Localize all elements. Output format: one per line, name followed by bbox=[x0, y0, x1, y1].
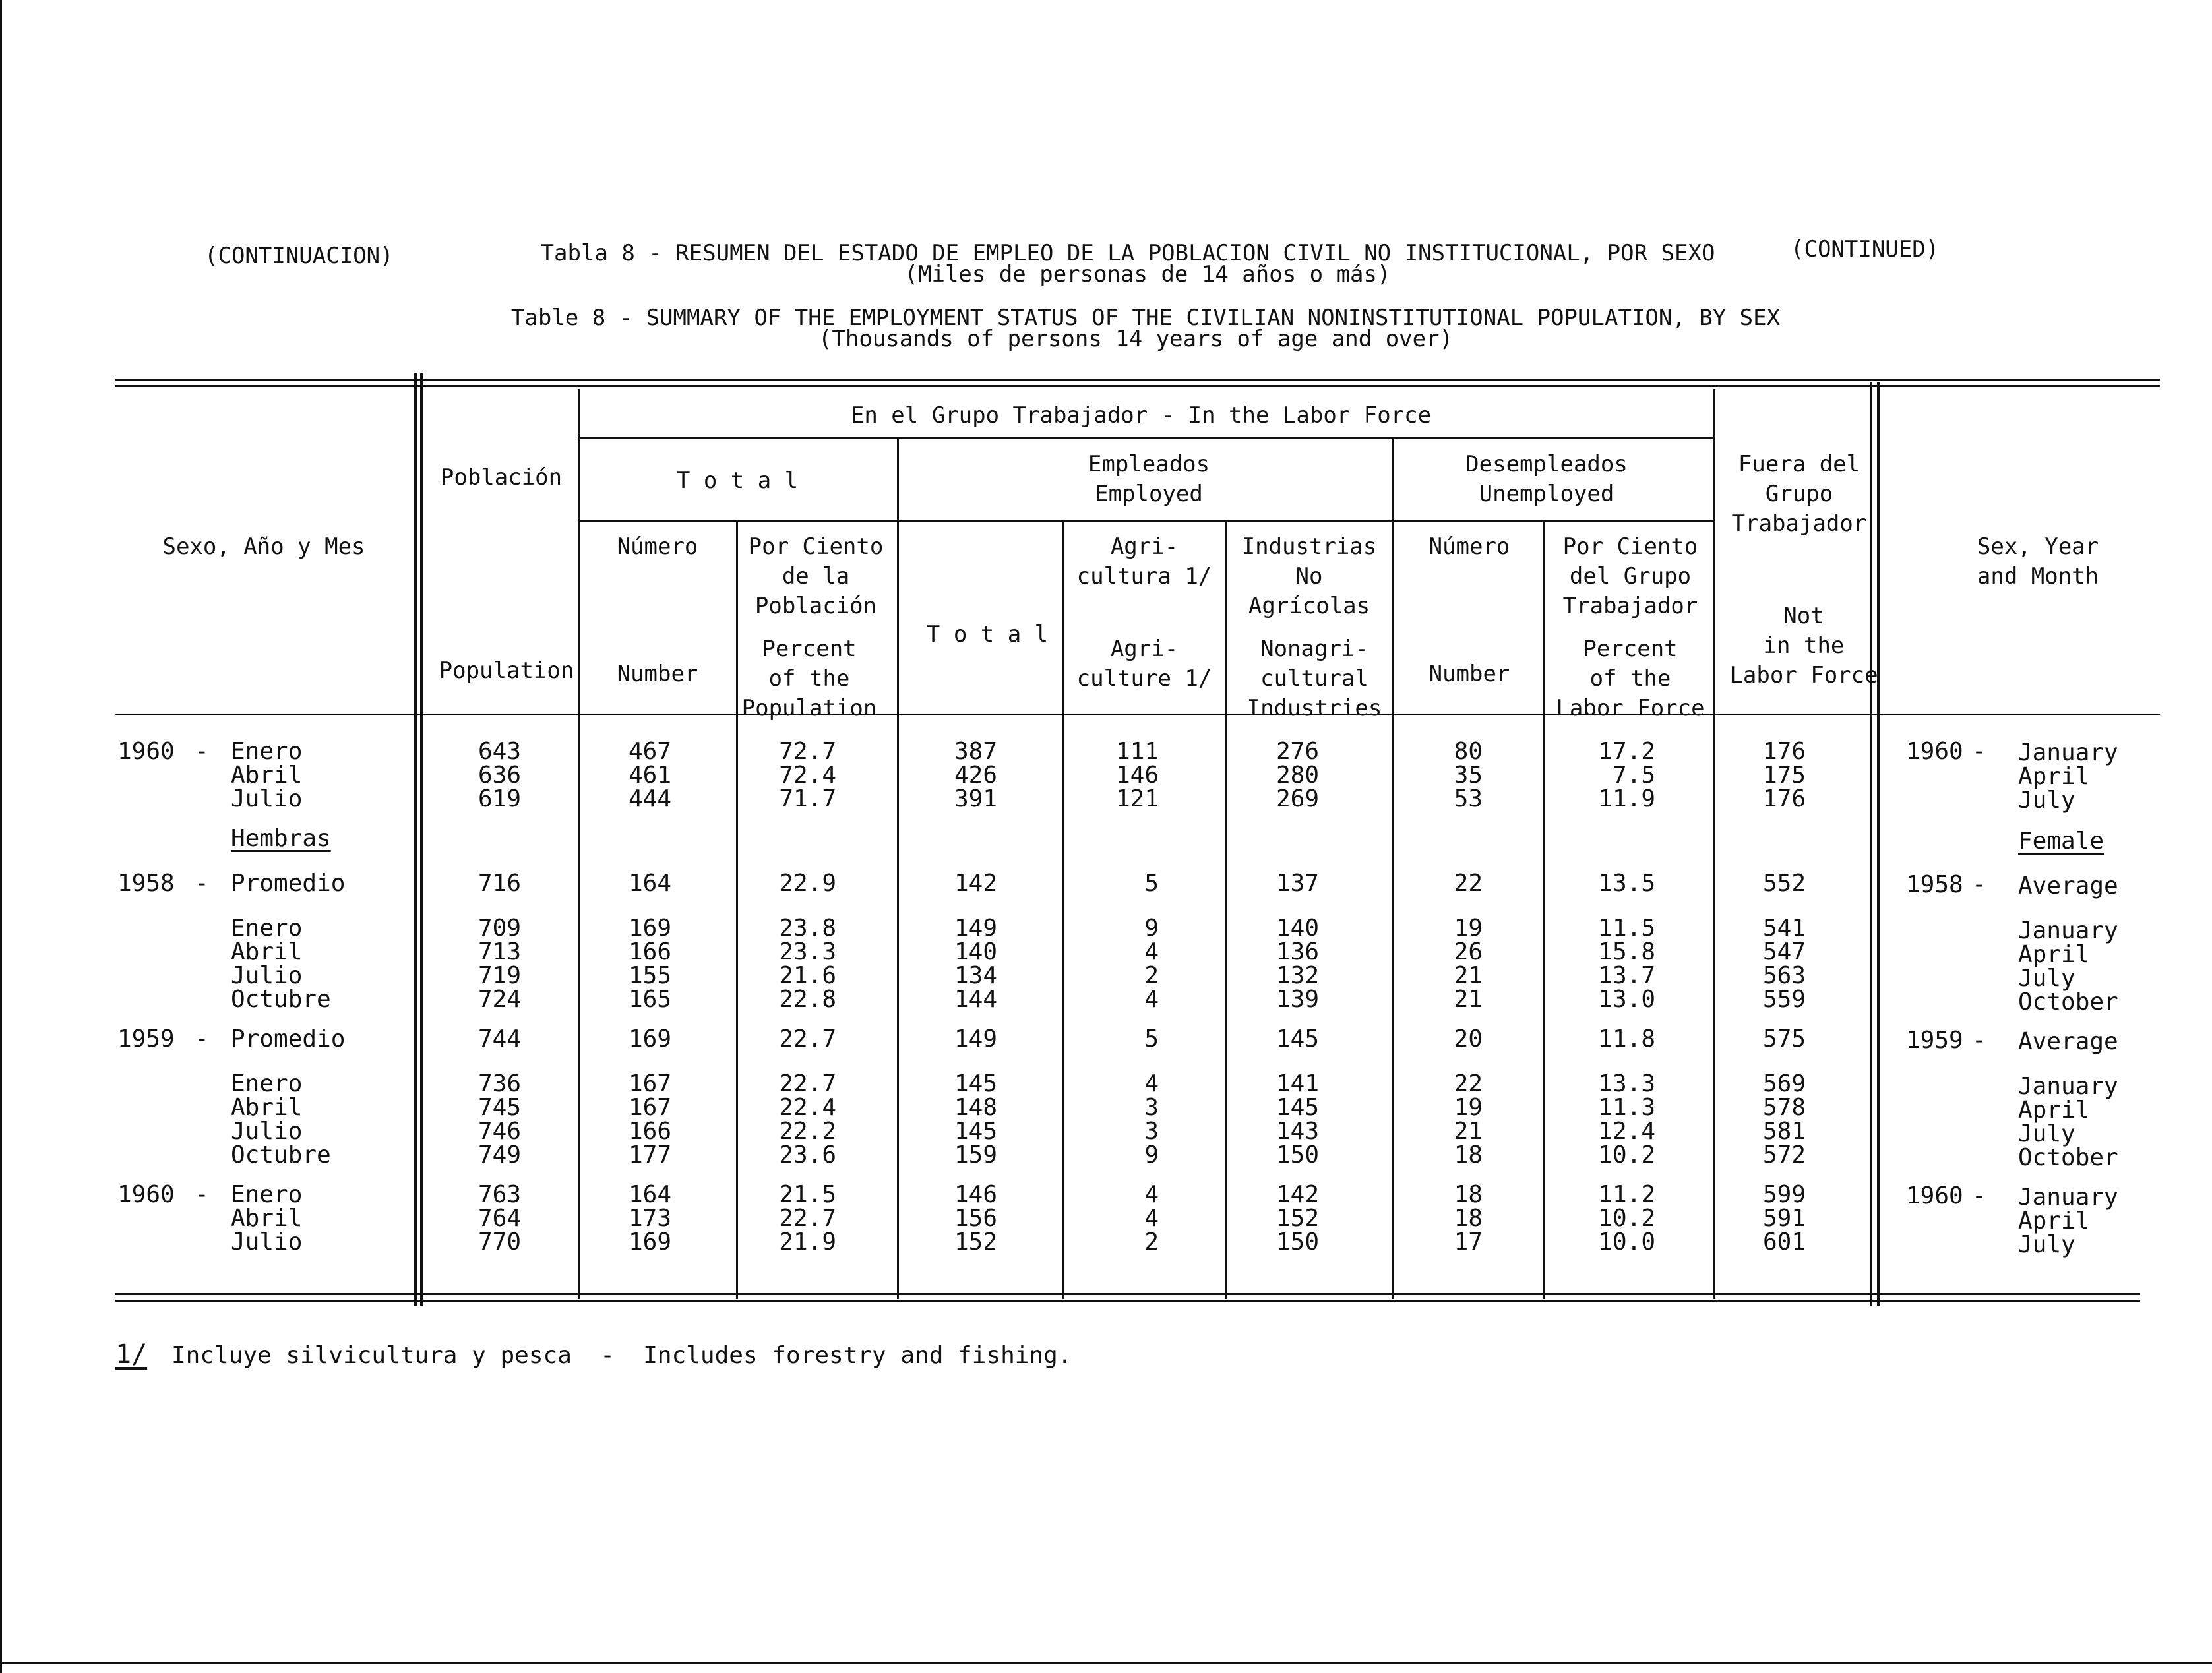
row-year-en: 1960 bbox=[1906, 738, 1963, 765]
row-label-es: Promedio bbox=[231, 870, 346, 897]
col-pct-lf-en: Percent of the Labor Force bbox=[1556, 636, 1705, 721]
cell-ind: 145 bbox=[1275, 1025, 1319, 1052]
cell-pctlf: 11.8 bbox=[1598, 1025, 1655, 1052]
cell-agri: 111 146 121 bbox=[1115, 738, 1159, 812]
col-fuera-en: Not in the Labor Force bbox=[1729, 603, 1878, 688]
col-population: Population bbox=[439, 657, 574, 684]
col-unemp-numero: Número bbox=[1429, 533, 1510, 560]
col-pct-lf-es: Por Ciento del Grupo Trabajador bbox=[1562, 533, 1698, 619]
row-dash-en: - bbox=[1972, 871, 1986, 898]
cell-agri: 4 3 3 9 bbox=[1144, 1070, 1159, 1169]
sex-header-en: Female bbox=[2018, 828, 2104, 855]
row-dash-en: - bbox=[1972, 738, 1986, 765]
col-poblacion: Población bbox=[440, 464, 563, 491]
cell-pctlf: 13.3 11.3 12.4 10.2 bbox=[1598, 1070, 1655, 1169]
cell-nlf: 552 bbox=[1762, 870, 1806, 897]
cell-num: 169 166 155 165 bbox=[628, 915, 671, 1013]
cell-agri: 5 bbox=[1144, 1025, 1159, 1052]
row-dash-en: - bbox=[1972, 1182, 1986, 1209]
cell-pct: 72.7 72.4 71.7 bbox=[779, 738, 836, 812]
title-en: Table 8 - SUMMARY OF THE EMPLOYMENT STATUS OF THE CIVILIAN NONINSTITUTIONAL POPULATION, BY SEX bbox=[510, 305, 1781, 331]
cell-pop: 763 764 770 bbox=[477, 1181, 521, 1256]
cell-nlf: 569 578 581 572 bbox=[1762, 1070, 1806, 1169]
cell-emp: 387 426 391 bbox=[954, 738, 997, 812]
cell-agri: 9 4 2 4 bbox=[1144, 915, 1159, 1013]
cell-emp: 146 156 152 bbox=[954, 1181, 997, 1256]
row-dash: - bbox=[195, 738, 209, 765]
col-employed-group: Empleados Employed bbox=[1088, 451, 1210, 507]
cell-pop: 736 745 746 749 bbox=[477, 1070, 521, 1169]
row-year: 1960 bbox=[117, 1181, 175, 1208]
col-ind-en: Nonagri- cultural Industries bbox=[1246, 636, 1382, 721]
cell-unemp: 19 26 21 21 bbox=[1454, 915, 1483, 1013]
row-dash: - bbox=[195, 1181, 209, 1208]
cell-pop: 643 636 619 bbox=[477, 738, 521, 812]
vrule-num bbox=[736, 521, 738, 1299]
table-bottom-rule bbox=[115, 1293, 2140, 1295]
cell-nlf: 575 bbox=[1762, 1025, 1806, 1052]
subtitle-en: (Thousands of persons 14 years of age and over) bbox=[818, 326, 1454, 352]
col-number: Number bbox=[617, 661, 698, 687]
col-unemployed-group: Desempleados Unemployed bbox=[1465, 451, 1628, 507]
row-year: 1958 bbox=[117, 870, 175, 897]
cell-agri: 4 4 2 bbox=[1144, 1181, 1159, 1256]
row-year: 1959 bbox=[117, 1025, 175, 1052]
row-year-en: 1959 bbox=[1906, 1027, 1963, 1054]
row-dash-en: - bbox=[1972, 1027, 1986, 1054]
cell-num: 164 173 169 bbox=[628, 1181, 671, 1256]
row-label-es: Enero Abril Julio bbox=[231, 1181, 303, 1256]
cell-num: 467 461 444 bbox=[628, 738, 671, 812]
cell-unemp: 22 bbox=[1454, 870, 1483, 897]
page-bottom-edge bbox=[0, 1662, 2212, 1664]
row-label-es: Enero Abril Julio bbox=[231, 738, 303, 812]
cell-emp: 145 148 145 159 bbox=[954, 1070, 997, 1169]
col-ind-es: Industrias No Agrícolas bbox=[1241, 533, 1377, 619]
col-numero: Número bbox=[617, 533, 698, 560]
vrule-ind bbox=[1392, 439, 1394, 1299]
cell-pctlf: 17.2 7.5 11.9 bbox=[1598, 738, 1655, 812]
row-label-es: Promedio bbox=[231, 1025, 346, 1052]
row-label-en: January April July October bbox=[2018, 917, 2118, 1016]
cell-pop: 744 bbox=[477, 1025, 521, 1052]
continuacion-tag: (CONTINUACION) bbox=[204, 243, 394, 269]
cell-num: 167 167 166 177 bbox=[628, 1070, 671, 1169]
cell-pctlf: 11.2 10.2 10.0 bbox=[1598, 1181, 1655, 1256]
vrule-stub-b bbox=[420, 373, 423, 1306]
cell-unemp: 80 35 53 bbox=[1454, 738, 1483, 812]
col-unemp-number: Number bbox=[1429, 661, 1510, 687]
col-sex-en: Sex, Year and Month bbox=[1977, 533, 2099, 590]
continued-tag: (CONTINUED) bbox=[1791, 236, 1940, 262]
vrule-emptotal bbox=[1062, 521, 1064, 1299]
cell-unemp: 18 18 17 bbox=[1454, 1181, 1483, 1256]
row-year: 1960 bbox=[117, 738, 175, 765]
cell-ind: 141 145 143 150 bbox=[1275, 1070, 1319, 1169]
subtitle-es: (Miles de personas de 14 años o más) bbox=[904, 261, 1391, 288]
table-bottom-rule-2 bbox=[115, 1300, 2140, 1302]
cell-ind: 137 bbox=[1275, 870, 1319, 897]
col-agri-en: Agri- culture 1/ bbox=[1076, 636, 1212, 692]
labor-force-rule bbox=[579, 437, 1713, 439]
cell-pct: 22.7 22.4 22.2 23.6 bbox=[779, 1070, 836, 1169]
cell-ind: 276 280 269 bbox=[1275, 738, 1319, 812]
cell-emp: 142 bbox=[954, 870, 997, 897]
cell-ind: 140 136 132 139 bbox=[1275, 915, 1319, 1013]
col-sexo: Sexo, Año y Mes bbox=[162, 533, 365, 560]
row-label-es: Enero Abril Julio Octubre bbox=[231, 915, 331, 1013]
cell-nlf: 541 547 563 559 bbox=[1762, 915, 1806, 1013]
cell-agri: 5 bbox=[1144, 870, 1159, 897]
row-dash: - bbox=[195, 1025, 209, 1052]
col-emp-total: T o t a l bbox=[926, 621, 1049, 648]
cell-unemp: 20 bbox=[1454, 1025, 1483, 1052]
col-pct-pop-en: Percent of the Population bbox=[741, 636, 877, 721]
vrule-pctlf bbox=[1713, 389, 1715, 1299]
cell-nlf: 176 175 176 bbox=[1762, 738, 1806, 812]
sex-header-es: Hembras bbox=[231, 825, 331, 852]
cell-pop: 716 bbox=[477, 870, 521, 897]
footnote-text: Incluye silvicultura y pesca - Includes forestry and fishing. bbox=[171, 1342, 1072, 1369]
row-label-en: Average bbox=[2018, 1028, 2118, 1055]
cell-pct: 23.8 23.3 21.6 22.8 bbox=[779, 915, 836, 1013]
cell-num: 164 bbox=[628, 870, 671, 897]
row-label-en: January April July bbox=[2018, 1184, 2118, 1258]
col-fuera-es: Fuera del Grupo Trabajador bbox=[1731, 451, 1867, 537]
row-label-en: January April July October bbox=[2018, 1073, 2118, 1171]
cell-emp: 149 140 134 144 bbox=[954, 915, 997, 1013]
cell-ind: 142 152 150 bbox=[1275, 1181, 1319, 1256]
col-labor-force: En el Grupo Trabajador - In the Labor Force bbox=[850, 402, 1432, 429]
vrule-total bbox=[897, 439, 899, 1299]
row-label-es: Enero Abril Julio Octubre bbox=[231, 1070, 331, 1169]
col-pct-pop-es: Por Ciento de la Población bbox=[748, 533, 884, 619]
cell-pctlf: 13.5 bbox=[1598, 870, 1655, 897]
title-es: Tabla 8 - RESUMEN DEL ESTADO DE EMPLEO DE LA POBLACION CIVIL NO INSTITUCIONAL, POR SEXO bbox=[540, 240, 1715, 266]
row-dash: - bbox=[195, 870, 209, 897]
cell-nlf: 599 591 601 bbox=[1762, 1181, 1806, 1256]
row-year-en: 1958 bbox=[1906, 871, 1963, 898]
row-label-en: January April July bbox=[2018, 739, 2118, 814]
cell-pct: 22.7 bbox=[779, 1025, 836, 1052]
vrule-agri bbox=[1225, 521, 1227, 1299]
col-total-group: T o t a l bbox=[676, 468, 799, 494]
vrule-nlf-a bbox=[1870, 382, 1872, 1306]
cell-pct: 22.9 bbox=[779, 870, 836, 897]
col-agri-es: Agri- cultura 1/ bbox=[1076, 533, 1212, 590]
row-label-en: Average bbox=[2018, 872, 2118, 899]
row-year-en: 1960 bbox=[1906, 1182, 1963, 1209]
cell-pctlf: 11.5 15.8 13.7 13.0 bbox=[1598, 915, 1655, 1013]
cell-emp: 149 bbox=[954, 1025, 997, 1052]
vrule-unemp bbox=[1543, 521, 1545, 1299]
cell-unemp: 22 19 21 18 bbox=[1454, 1070, 1483, 1169]
vrule-stub-a bbox=[414, 373, 417, 1306]
vrule-nlf-b bbox=[1877, 382, 1880, 1306]
page-left-edge bbox=[0, 0, 2, 1673]
cell-num: 169 bbox=[628, 1025, 671, 1052]
footnote-mark: 1/ bbox=[115, 1339, 148, 1370]
cell-pct: 21.5 22.7 21.9 bbox=[779, 1181, 836, 1256]
vrule-pop bbox=[578, 389, 580, 1299]
cell-pop: 709 713 719 724 bbox=[477, 915, 521, 1013]
